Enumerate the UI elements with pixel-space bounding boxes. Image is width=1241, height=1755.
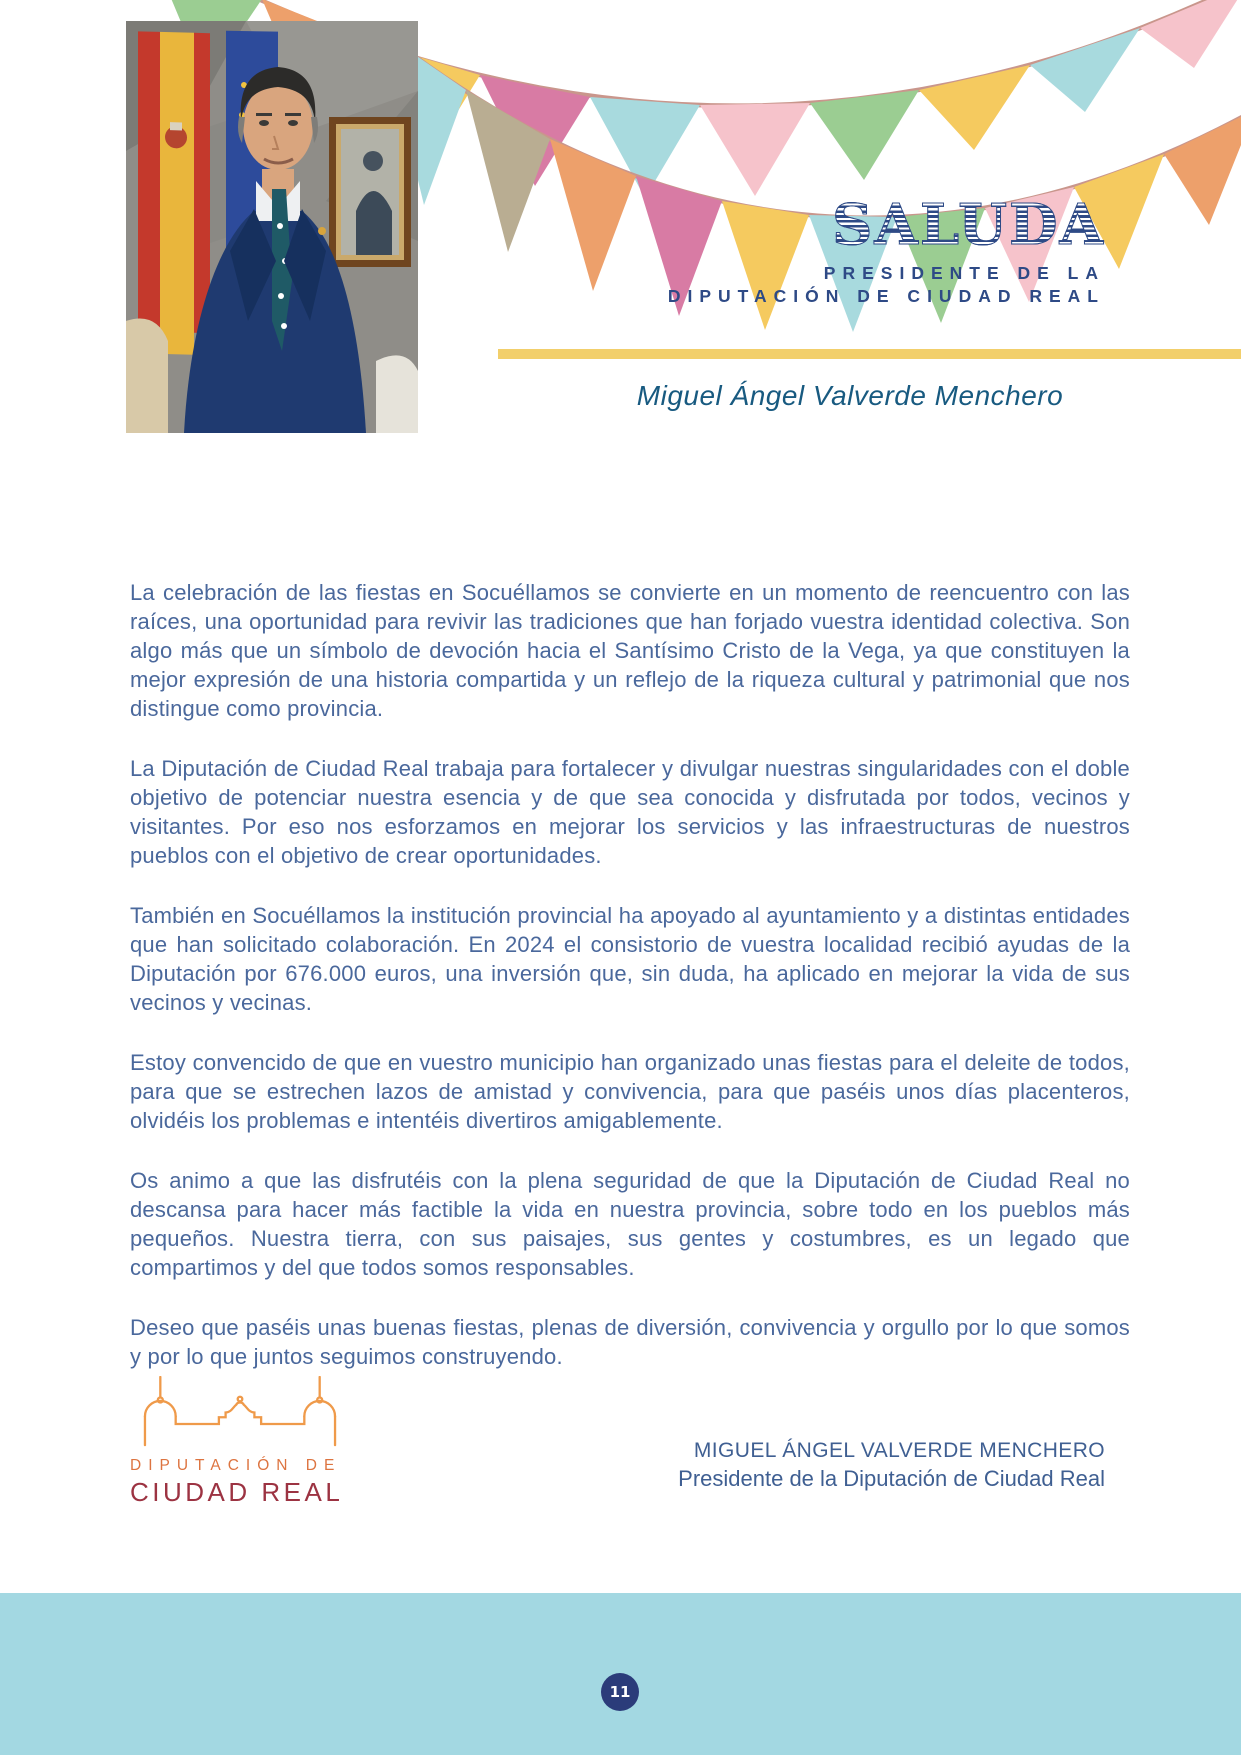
flag-triangle [550, 139, 636, 291]
signature-block [678, 1437, 1105, 1493]
gold-divider [498, 349, 1241, 359]
author-name: Miguel Ángel Valverde Menchero [636, 380, 1064, 411]
subtitle-line-1: PRESIDENTE DE LA [823, 263, 1105, 283]
diputacion-logo [130, 1376, 350, 1508]
flag-triangle [1030, 28, 1140, 112]
page-title: SALUDA [668, 196, 1105, 254]
letter-body [130, 578, 1130, 1402]
body-paragraph: Os animo a que las disfrutéis con la plena seguridad de que la Diputación de Ciudad Real no descansa para hacer más factible la vida en nuestra provincia, sobre todo en los pueblos más pequeños. Nuestra tierra, con sus paisajes, sus gentes y costumbres, es un legado que compartimos y del que todos somos responsables. [130, 1168, 1130, 1280]
signature-name: MIGUEL ÁNGEL VALVERDE MENCHERO [693, 1439, 1105, 1462]
subtitle-line-2: DIPUTACIÓN DE CIUDAD REAL [667, 286, 1105, 306]
flag-triangle [1140, 0, 1241, 68]
president-photo [126, 21, 418, 433]
framed-portrait [329, 117, 411, 267]
body-paragraph: También en Socuéllamos la institución provincial ha apoyado al ayuntamiento y a distintas entidades que han solicitado colaboración. En 2024 el consistorio de vuestra localidad recibió ayudas de la Diputación por 676.000 euros, una inversión que, sin duda, ha aplicado en mejorar la vida de sus vecinos y vecinas. [130, 903, 1130, 1015]
flag-triangle [810, 90, 919, 180]
body-paragraph: La celebración de las fiestas en Socuéllamos se convierte en un momento de reencuentro con las raíces, una oportunidad para revivir las tradiciones que han forjado vuestra identidad colectiva. Son algo más que un símbolo de devoción hacia el Santísimo Cristo de la Vega, ya que constituyen la mejor expresión de una historia compartida y un reflejo de la riqueza cultural y patrimonial que nos distingue como provincia. [130, 580, 1130, 721]
title-block [667, 192, 1105, 308]
body-paragraph: La Diputación de Ciudad Real trabaja para fortalecer y divulgar nuestras singularidades con el doble objetivo de potenciar nuestra esencia y de que sea conocida y disfrutada por todos, vecinos y visitantes. Por eso nos esforzamos en mejorar los servicios y las infraestructuras de nuestros pueblos con el objetivo de crear oportunidades. [130, 756, 1130, 868]
chair-right [376, 355, 418, 433]
flag-triangle [1164, 110, 1241, 225]
flag-triangle [919, 65, 1030, 150]
logo-building-icon [130, 1376, 350, 1448]
lapel-pin [318, 227, 326, 235]
body-paragraph: Estoy convencido de que en vuestro municipio han organizado unas fiestas para el deleite de todos, para que se estrechen lazos de amistad y convivencia, para que paséis unos días placenteros, olvidéis los problemas e intentéis divertiros amigablemente. [130, 1050, 1130, 1133]
footer-band [0, 1593, 1241, 1755]
body-paragraph: Deseo que paséis unas buenas fiestas, plenas de diversión, convivencia y orgullo por lo que somos y por lo que juntos seguimos construyendo. [130, 1315, 1130, 1369]
subtitle [668, 262, 1105, 308]
page-number: 11 [609, 1683, 631, 1701]
spain-flag [138, 31, 210, 355]
flag-triangle [700, 103, 810, 196]
page-number-badge [601, 1673, 639, 1711]
chair-left [126, 319, 168, 434]
logo-text-line-2: CIUDAD REAL [130, 1477, 344, 1507]
logo-text-line-1: DIPUTACIÓN DE [130, 1457, 342, 1474]
signature-role: Presidente de la Diputación de Ciudad Real [678, 1466, 1105, 1491]
